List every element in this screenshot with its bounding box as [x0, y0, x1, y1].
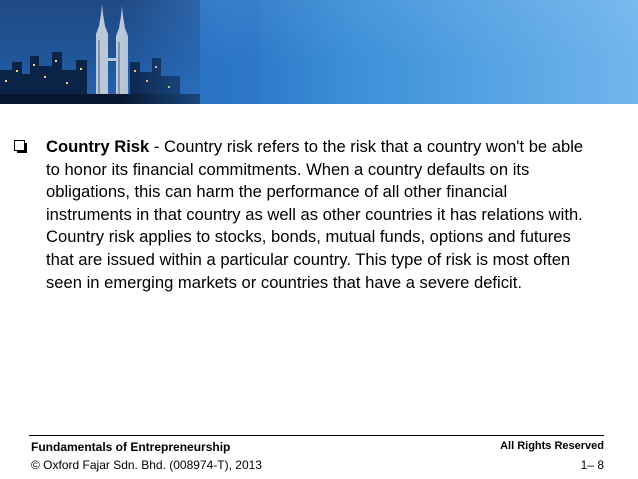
page-number: 1– 8 [580, 458, 604, 472]
footer-divider [29, 435, 604, 436]
footer-rights: All Rights Reserved [500, 440, 604, 452]
term-separator: - [149, 137, 165, 156]
header-banner [0, 0, 638, 104]
banner-sheen [0, 0, 638, 104]
bullet-paragraph [46, 136, 596, 294]
body-text: Country risk refers to the risk that a country won't be able to honor its financial commitments. When a country defaults on its obligations, this can harm the performance of all other financial instruments in that country as well as other countries it has relations with. Country risk applies to stocks, bonds, mutual funds, options and futures that are issued within a particular country. This type of risk is most often seen in emerging markets or countries that have a severe deficit. [46, 137, 584, 292]
term-label: Country Risk [46, 137, 150, 156]
square-bullet-icon [14, 140, 27, 153]
footer-copyright: © Oxford Fajar Sdn. Bhd. (008974-T), 2013 [31, 458, 262, 472]
footer-title: Fundamentals of Entrepreneurship [31, 440, 231, 454]
slide-content [14, 136, 604, 294]
